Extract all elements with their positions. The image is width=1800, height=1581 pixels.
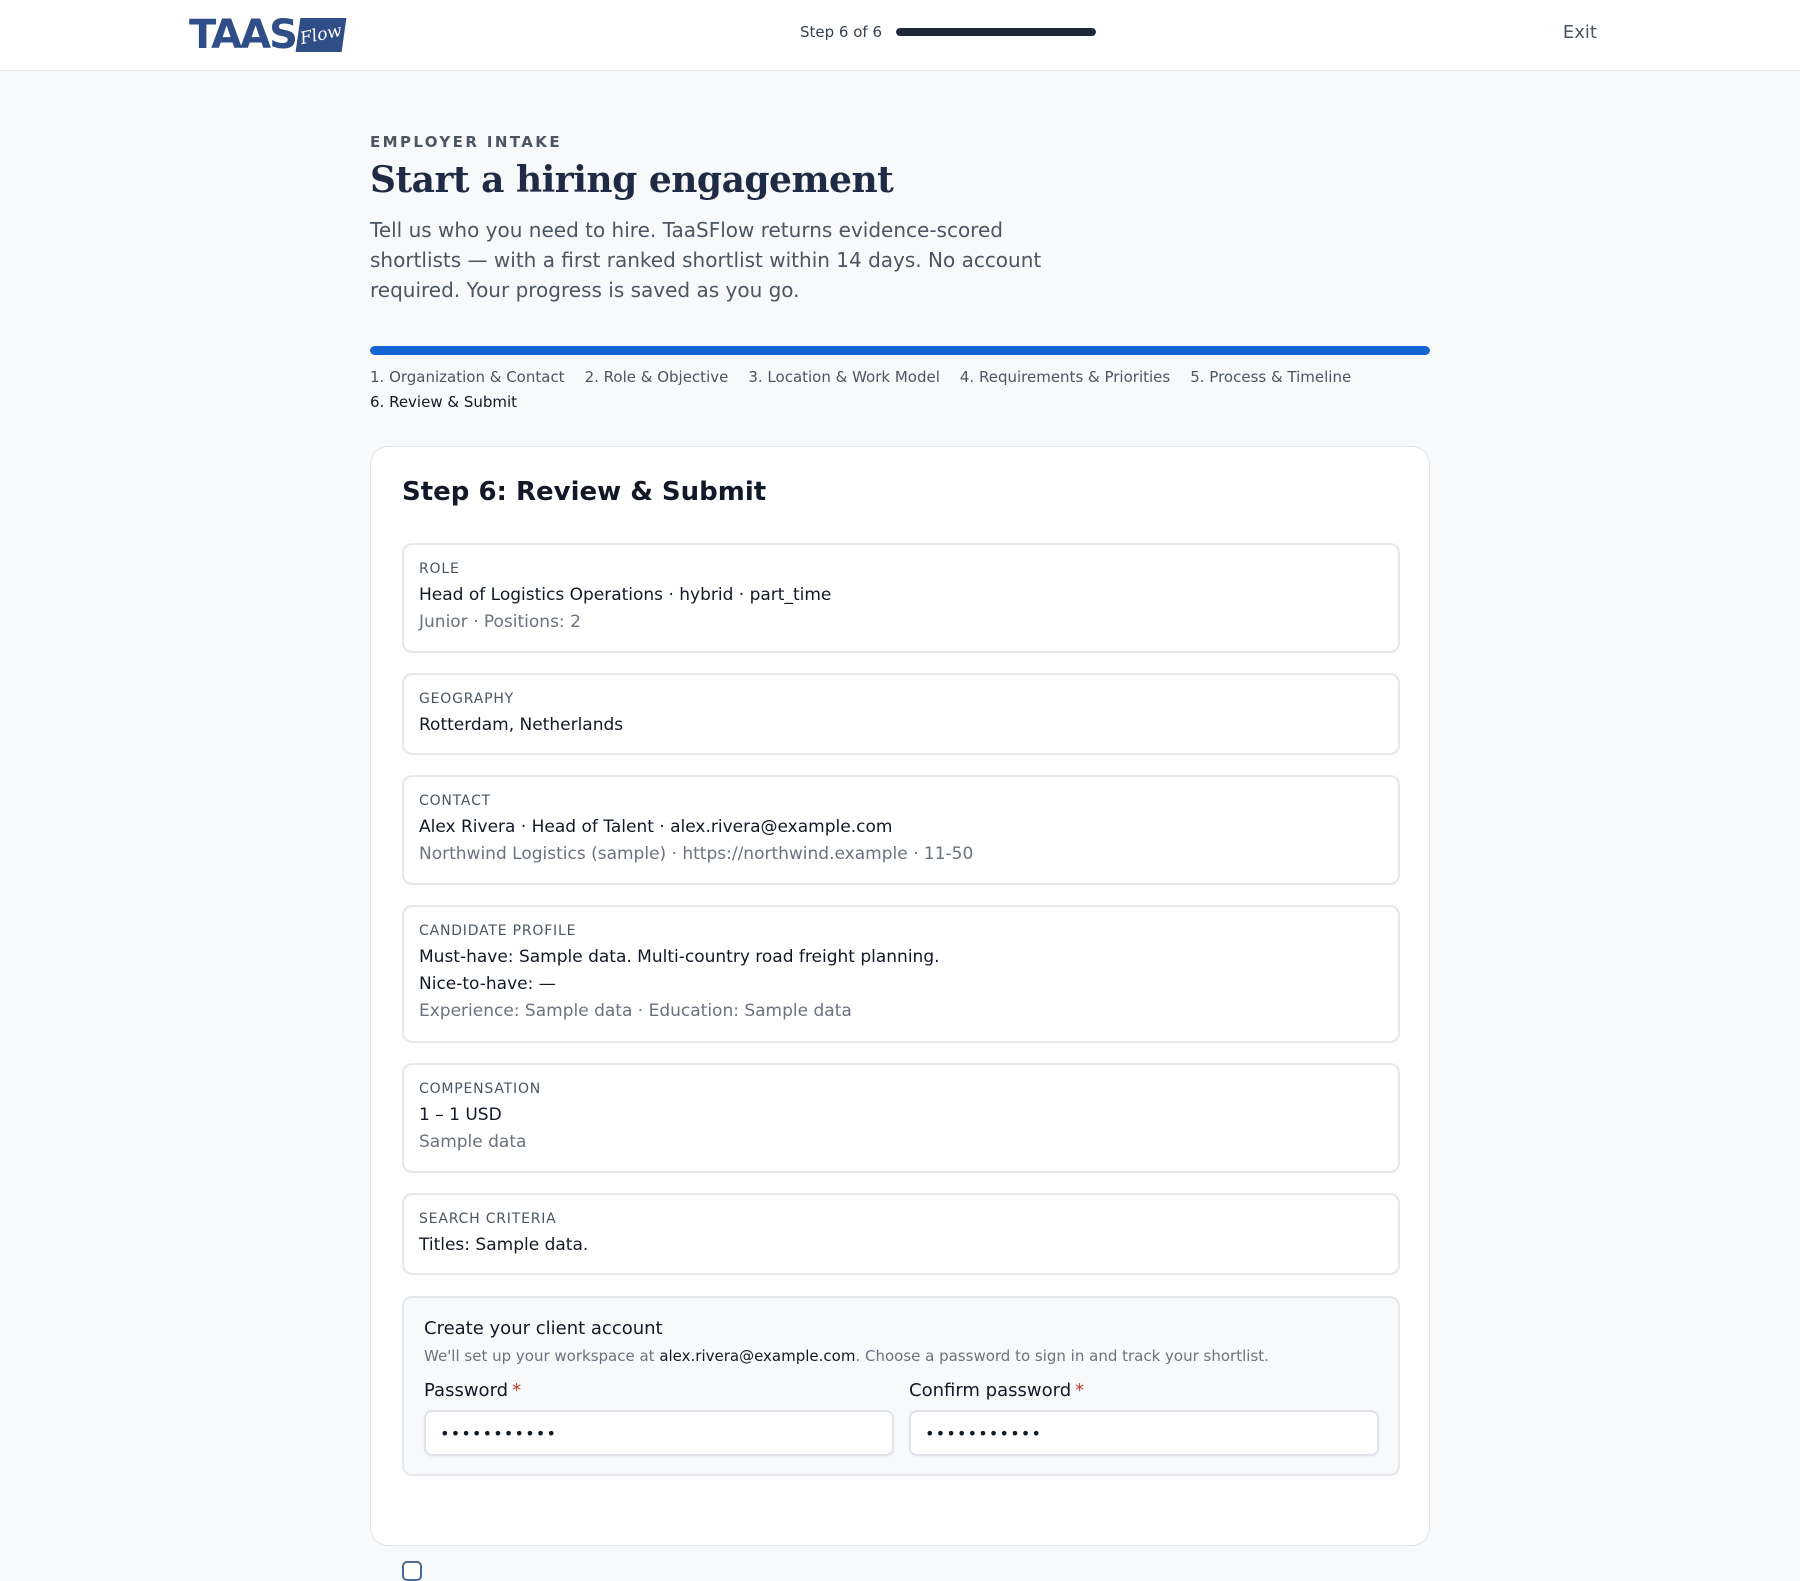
steps-nav [370, 369, 1430, 411]
password-label [424, 1380, 521, 1401]
summary-contact [402, 775, 1400, 885]
summary-candidate-profile [402, 905, 1400, 1043]
logo-wordmark: TAAS [189, 12, 296, 58]
review-card [370, 446, 1430, 1546]
summary-line: Junior · Positions: 2 [419, 612, 581, 632]
step-link-location-work-model[interactable]: 3. Location & Work Model [748, 368, 940, 386]
account-subtitle [424, 1347, 1269, 1365]
top-bar [0, 0, 1800, 71]
summary-line: Must-have: Sample data. Multi-country road freight planning. [419, 947, 940, 967]
card-title: Step 6: Review & Submit [402, 477, 767, 507]
required-mark: * [1075, 1380, 1085, 1401]
eyebrow-label: EMPLOYER INTAKE [370, 133, 562, 151]
intake-progress-fill [370, 346, 1430, 355]
taasflow-logo[interactable] [189, 12, 344, 58]
summary-kicker: GEOGRAPHY [419, 691, 515, 707]
summary-search-criteria [402, 1193, 1400, 1275]
summary-compensation [402, 1063, 1400, 1173]
step-link-process-timeline[interactable]: 5. Process & Timeline [1190, 368, 1352, 386]
summary-kicker: ROLE [419, 561, 460, 577]
step-counter: Step 6 of 6 [800, 23, 883, 41]
create-account-section [402, 1296, 1400, 1476]
required-mark: * [512, 1380, 522, 1401]
summary-role [402, 543, 1400, 653]
exit-link[interactable]: Exit [1562, 22, 1597, 43]
step-indicator [800, 23, 1096, 41]
account-subtitle-suffix: . Choose a password to sign in and track your shortlist. [855, 1347, 1269, 1365]
confirm-password-label-text: Confirm password [909, 1380, 1072, 1401]
summary-kicker: COMPENSATION [419, 1081, 542, 1097]
page-lead: Tell us who you need to hire. TaaSFlow returns evidence-scored shortlists — with a first ranked shortlist within 14 days. No account required. Your progress is saved as you go. [370, 218, 1042, 302]
confirmation-checkbox[interactable] [402, 1561, 422, 1581]
summary-line: Rotterdam, Netherlands [419, 715, 624, 735]
top-progress-bar [896, 28, 1096, 36]
confirm-password-input[interactable] [909, 1410, 1379, 1456]
summary-line: Nice-to-have: — [419, 974, 556, 994]
summary-kicker: SEARCH CRITERIA [419, 1211, 557, 1227]
summary-line: Sample data [419, 1132, 527, 1152]
intake-progress-bar [370, 346, 1430, 355]
logo-flow-script: Flow [298, 20, 344, 50]
step-link-review-submit[interactable]: 6. Review & Submit [370, 393, 518, 411]
logo-flow-badge [296, 18, 347, 52]
summary-line: Head of Logistics Operations · hybrid · part_time [419, 585, 832, 605]
account-title: Create your client account [424, 1318, 663, 1339]
step-link-organization-contact[interactable]: 1. Organization & Contact [370, 368, 565, 386]
password-label-text: Password [424, 1380, 509, 1401]
summary-line: Experience: Sample data · Education: Sample data [419, 1001, 852, 1021]
summary-kicker: CANDIDATE PROFILE [419, 923, 577, 939]
summary-line: Titles: Sample data. [419, 1235, 589, 1255]
confirmation-row [402, 1561, 422, 1581]
account-email: alex.rivera@example.com [659, 1347, 856, 1365]
account-subtitle-prefix: We'll set up your workspace at [424, 1347, 660, 1365]
summary-line: Alex Rivera · Head of Talent · alex.rivera@example.com [419, 817, 893, 837]
confirm-password-label [909, 1380, 1084, 1401]
summary-kicker: CONTACT [419, 793, 491, 809]
summary-line: Northwind Logistics (sample) · https://northwind.example · 11-50 [419, 844, 974, 864]
page-title: Start a hiring engagement [370, 159, 894, 201]
summary-geography [402, 673, 1400, 755]
password-input[interactable] [424, 1410, 894, 1456]
step-link-requirements-priorities[interactable]: 4. Requirements & Priorities [959, 368, 1171, 386]
summary-line: 1 – 1 USD [419, 1105, 502, 1125]
step-link-role-objective[interactable]: 2. Role & Objective [584, 368, 729, 386]
top-progress-fill [896, 28, 1096, 36]
